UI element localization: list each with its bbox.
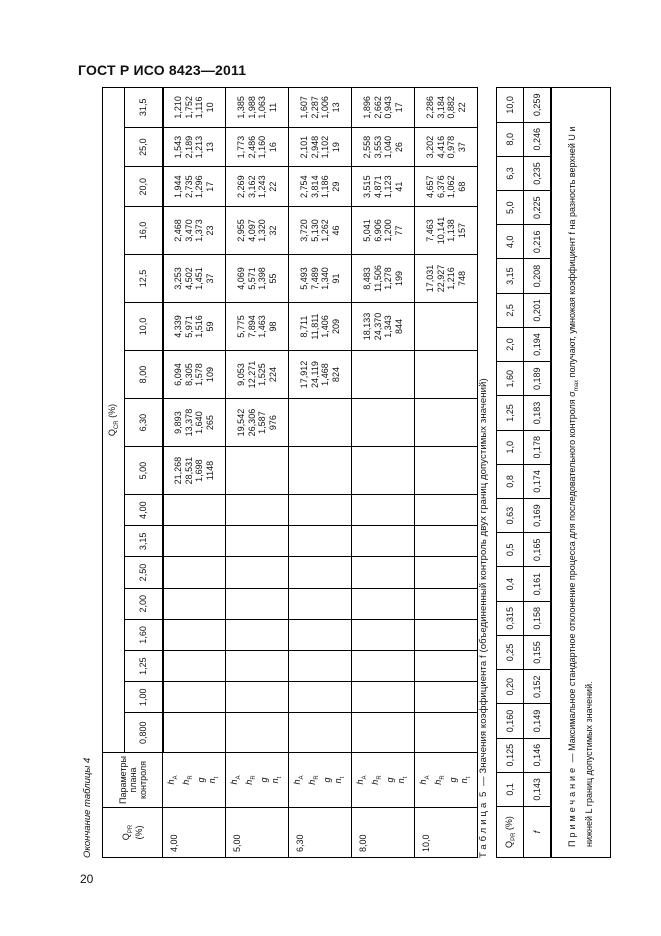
qcr-column-header: 0,800 (125, 713, 163, 753)
qcr-column-header: 1,25 (125, 651, 163, 682)
table-cell: 1,543 2,189 1,213 13 (163, 127, 226, 167)
table-cell (226, 526, 289, 557)
table-cell: 2,101 2,948 1,102 19 (289, 127, 352, 167)
table-cell: 3,253 4,502 1,451 37 (163, 255, 226, 303)
table-cell (226, 588, 289, 619)
table-row (352, 88, 415, 858)
table-cell: 5,041 6,906 1,200 77 (352, 206, 415, 254)
table-cell (352, 399, 415, 447)
table-cell (415, 447, 478, 495)
qcr-column-header: 2,50 (125, 557, 163, 588)
table-cell (289, 495, 352, 526)
param-symbols: $h_A$ $h_R$ g $n_t$ (289, 753, 352, 808)
table4-caption: Окончание таблицы 4 (82, 757, 93, 858)
table-cell: 2,558 3,553 1,040 26 (352, 127, 415, 167)
table-cell: 2,286 3,184 0,882 22 (415, 88, 478, 128)
table-cell: 2,754 3,814 1,186 29 (289, 167, 352, 207)
param-symbols: $h_A$ $h_R$ g $n_t$ (415, 753, 478, 808)
table-row (415, 88, 478, 858)
f-value-cell: 0,161 (524, 567, 552, 601)
table-cell (163, 557, 226, 588)
qcr-column-header: 8,00 (125, 351, 163, 399)
table-cell: 1,210 1,752 1,116 10 (163, 88, 226, 128)
table-cell (289, 399, 352, 447)
params-header: Параметры плана контроля (103, 753, 163, 808)
qpr-label-cell: $Q_{PR}$ (%) (497, 807, 524, 858)
qpr-value-cell: 0,5 (497, 533, 524, 567)
qcr-column-header: 2,00 (125, 588, 163, 619)
table-cell (415, 495, 478, 526)
f-value-cell: 0,201 (524, 293, 552, 327)
document-header: ГОСТ Р ИСО 8423—2011 (78, 62, 247, 78)
table5-f-row (524, 88, 552, 858)
table5-caption: Таблица 5 — Значения коэффициента f (объединенный контроль двух границ допустимых значений) (478, 378, 489, 858)
table-cell (163, 588, 226, 619)
qpr-value-cell: 2,0 (497, 327, 524, 361)
f-value-cell: 0,194 (524, 327, 552, 361)
f-value-cell: 0,158 (524, 601, 552, 635)
table-cell (289, 682, 352, 713)
table-5 (496, 87, 611, 858)
qpr-value-cell: 0,4 (497, 567, 524, 601)
f-value-cell: 0,155 (524, 635, 552, 669)
qpr-value-cell: 0,8 (497, 464, 524, 498)
param-symbols: $h_A$ $h_R$ g $n_t$ (352, 753, 415, 808)
table-cell: 6,094 8,305 1,578 109 (163, 351, 226, 399)
table-cell: 4,657 6,376 1,062 68 (415, 167, 478, 207)
table-row (163, 88, 226, 858)
qpr-value-cell: 4,0 (497, 225, 524, 259)
table-cell: 21,268 28,531 1,698 1148 (163, 447, 226, 495)
qpr-value-cell: 1,60 (497, 362, 524, 396)
table-cell: 1,896 2,662 0,943 17 (352, 88, 415, 128)
f-value-cell: 0,165 (524, 533, 552, 567)
table-cell (289, 557, 352, 588)
table-cell (226, 447, 289, 495)
qpr-value-cell: 6,3 (497, 156, 524, 190)
table-cell (415, 351, 478, 399)
qcr-column-header: 3,15 (125, 526, 163, 557)
table-cell (163, 495, 226, 526)
table-cell: 1,607 2,287 1,006 13 (289, 88, 352, 128)
f-value-cell: 0,178 (524, 430, 552, 464)
table-cell (415, 651, 478, 682)
table-cell: 2,468 3,470 1,373 23 (163, 206, 226, 254)
table-4 (102, 87, 478, 858)
qpr-value: 5,00 (226, 808, 289, 858)
f-value-cell: 0,169 (524, 499, 552, 533)
table-cell (352, 619, 415, 650)
table-cell: 17,912 24,119 1,468 824 (289, 351, 352, 399)
table-cell (226, 682, 289, 713)
table-cell: 9,893 13,378 1,640 265 (163, 399, 226, 447)
table-cell (226, 651, 289, 682)
table-cell: 3,202 4,416 0,978 37 (415, 127, 478, 167)
table-cell (289, 526, 352, 557)
table-cell: 9,053 12,271 1,525 224 (226, 351, 289, 399)
table-cell (226, 557, 289, 588)
qpr-value: 10,0 (415, 808, 478, 858)
qpr-value-cell: 2,5 (497, 293, 524, 327)
table-cell (226, 619, 289, 650)
table-cell (163, 713, 226, 753)
f-label-cell: f (524, 807, 552, 858)
table-cell (415, 526, 478, 557)
qcr-column-header: 16,0 (125, 206, 163, 254)
table-cell (289, 619, 352, 650)
table-cell: 4,069 5,571 1,398 55 (226, 255, 289, 303)
table-cell: 3,515 4,871 1,123 41 (352, 167, 415, 207)
param-symbols: $h_A$ $h_R$ g $n_t$ (226, 753, 289, 808)
qpr-value: 8,00 (352, 808, 415, 858)
qcr-column-header: 12,5 (125, 255, 163, 303)
qcr-columns-row (125, 88, 163, 858)
qcr-column-header: 1,00 (125, 682, 163, 713)
table-cell (352, 447, 415, 495)
f-value-cell: 0,225 (524, 191, 552, 225)
f-value-cell: 0,259 (524, 88, 552, 123)
qpr-value: 6,30 (289, 808, 352, 858)
table-cell (352, 557, 415, 588)
table-cell (163, 651, 226, 682)
qcr-column-header: 20,0 (125, 167, 163, 207)
table-cell: 17,031 22,927 1,216 748 (415, 255, 478, 303)
rotated-content (80, 85, 610, 860)
qpr-value-cell: 0,25 (497, 635, 524, 669)
table-row (289, 88, 352, 858)
table5-qpr-row (497, 88, 524, 858)
f-value-cell: 0,174 (524, 464, 552, 498)
table-cell: 8,711 11,811 1,406 209 (289, 303, 352, 351)
qcr-header: $Q_{CR}$ (%) (103, 88, 125, 753)
table4-body (163, 88, 478, 858)
table-cell: 7,463 10,141 1,138 157 (415, 206, 478, 254)
qpr-value: 4,00 (163, 808, 226, 858)
table-cell: 1,944 2,735 1,296 17 (163, 167, 226, 207)
table-cell (226, 495, 289, 526)
table-row (226, 88, 289, 858)
table-cell (352, 495, 415, 526)
table-cell: 1,773 2,486 1,160 16 (226, 127, 289, 167)
table-cell (163, 682, 226, 713)
qpr-value-cell: 10,0 (497, 88, 524, 123)
table-cell (352, 713, 415, 753)
f-value-cell: 0,235 (524, 156, 552, 190)
table-cell: 2,955 4,097 1,320 32 (226, 206, 289, 254)
qpr-value-cell: 5,0 (497, 191, 524, 225)
table-cell: 3,720 5,130 1,262 46 (289, 206, 352, 254)
table-cell (352, 526, 415, 557)
page-number: 20 (80, 872, 94, 886)
table-cell (289, 713, 352, 753)
qpr-value-cell: 1,25 (497, 396, 524, 430)
table-cell (352, 588, 415, 619)
qcr-column-header: 31,5 (125, 88, 163, 128)
f-value-cell: 0,189 (524, 362, 552, 396)
table-cell: 19,542 26,306 1,587 976 (226, 399, 289, 447)
f-value-cell: 0,246 (524, 122, 552, 156)
table-cell (352, 651, 415, 682)
table-cell: 5,493 7,489 1,340 91 (289, 255, 352, 303)
f-value-cell: 0,183 (524, 396, 552, 430)
qcr-column-header: 5,00 (125, 447, 163, 495)
table-cell (352, 682, 415, 713)
table-cell (415, 713, 478, 753)
table-cell (415, 399, 478, 447)
qpr-value-cell: 3,15 (497, 259, 524, 293)
table-cell: 8,483 11,506 1,278 199 (352, 255, 415, 303)
qpr-value-cell: 1,0 (497, 430, 524, 464)
table-cell: 2,269 3,162 1,243 22 (226, 167, 289, 207)
table-cell (415, 682, 478, 713)
table-cell (289, 447, 352, 495)
qcr-column-header: 1,60 (125, 619, 163, 650)
table-cell (289, 651, 352, 682)
table-cell (415, 557, 478, 588)
f-value-cell: 0,216 (524, 225, 552, 259)
qpr-value-cell: 0,315 (497, 601, 524, 635)
table-cell (163, 526, 226, 557)
f-value-cell: 0,208 (524, 259, 552, 293)
qpr-value-cell: 0,125 (497, 738, 524, 772)
table-cell (415, 619, 478, 650)
table-cell: 4,339 5,971 1,516 59 (163, 303, 226, 351)
table-cell (226, 713, 289, 753)
qcr-column-header: 10,0 (125, 303, 163, 351)
qpr-value-cell: 0,20 (497, 670, 524, 704)
f-value-cell: 0,152 (524, 670, 552, 704)
qcr-column-header: 4,00 (125, 495, 163, 526)
table-cell (163, 619, 226, 650)
table-cell (415, 303, 478, 351)
f-value-cell: 0,149 (524, 704, 552, 738)
qcr-column-header: 25,0 (125, 127, 163, 167)
qcr-column-header: 6,30 (125, 399, 163, 447)
table-cell (352, 351, 415, 399)
qpr-value-cell: 8,0 (497, 122, 524, 156)
table-cell (289, 588, 352, 619)
qpr-value-cell: 0,160 (497, 704, 524, 738)
table5-note: Примечание — Максимальное стандартное отклонение процесса для последовательного контроля $\sigma_{max}$ получают, умножая коэффициент f на разность верхней U и нижней L границ допустимых значений. (551, 88, 611, 858)
table-cell (415, 588, 478, 619)
f-value-cell: 0,143 (524, 772, 552, 806)
table-cell: 1,385 1,988 1,063 11 (226, 88, 289, 128)
qpr-value-cell: 0,1 (497, 772, 524, 806)
qpr-value-cell: 0,63 (497, 499, 524, 533)
table-cell: 5,775 7,894 1,463 98 (226, 303, 289, 351)
table-cell: 18,133 24,370 1,343 844 (352, 303, 415, 351)
f-value-cell: 0,146 (524, 738, 552, 772)
param-symbols: $h_A$ $h_R$ g $n_t$ (163, 753, 226, 808)
qpr-header: $Q_{PR}$ (%) (103, 808, 163, 858)
